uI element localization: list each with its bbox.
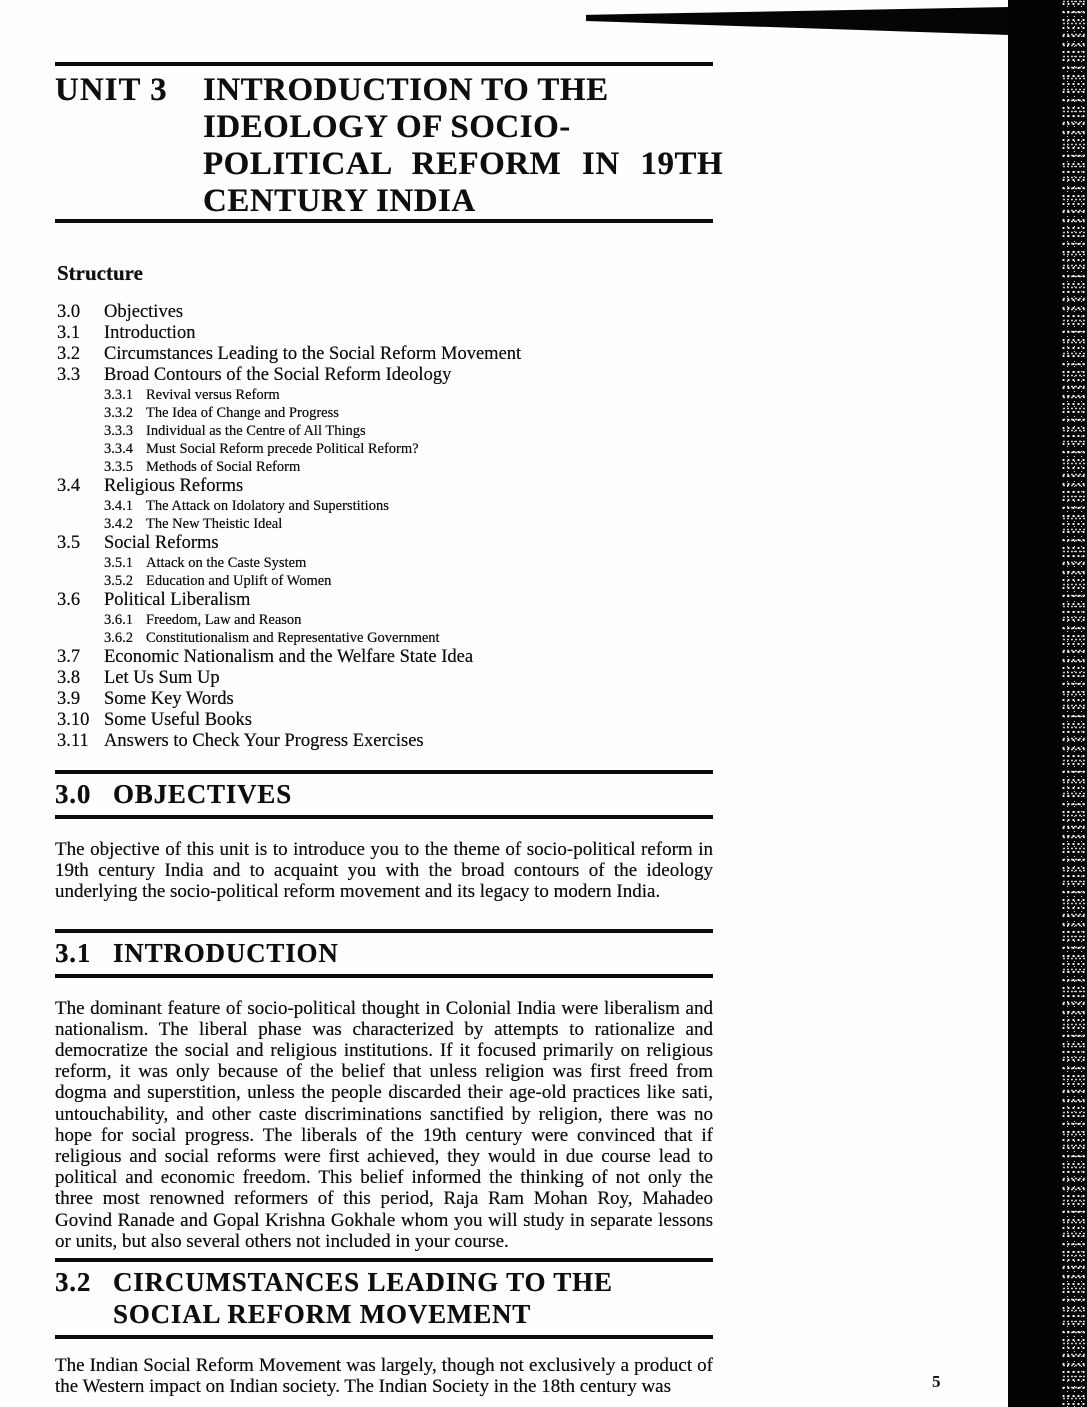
- toc-item-label: Freedom, Law and Reason: [146, 612, 302, 628]
- page-number: 5: [932, 1372, 941, 1391]
- toc-item-number: 3.6.2: [104, 630, 133, 646]
- toc-item-label: Objectives: [104, 302, 184, 322]
- section-heading: [55, 770, 713, 819]
- toc-item-number: 3.3.5: [104, 459, 133, 475]
- toc-item-number: 3.4: [57, 476, 81, 496]
- toc-item-label: Must Social Reform precede Political Reform?: [146, 441, 419, 457]
- toc-subitem: [57, 497, 713, 515]
- toc-item-label: Broad Contours of the Social Reform Ideology: [104, 365, 452, 385]
- toc-subitem: [57, 404, 713, 422]
- toc-subitem: [57, 440, 713, 458]
- toc-item-label: Answers to Check Your Progress Exercises: [104, 731, 424, 751]
- section-title: CIRCUMSTANCES LEADING TO THE SOCIAL REFORM MOVEMENT: [113, 1267, 613, 1330]
- toc-item-label: Constitutionalism and Representative Government: [146, 630, 440, 646]
- toc-item-label: Attack on the Caste System: [146, 555, 307, 571]
- section-heading: [55, 1258, 713, 1339]
- toc-item: [57, 731, 713, 752]
- toc-subitem: [57, 386, 713, 404]
- unit-title-line: INTRODUCTION TO THE: [203, 72, 609, 108]
- toc-item: [57, 710, 713, 731]
- section-heading: [55, 929, 713, 978]
- section-title: OBJECTIVES: [113, 779, 293, 809]
- toc-item: [57, 647, 713, 668]
- section-number: 3.2: [55, 1267, 92, 1298]
- toc-subitem: [57, 554, 713, 572]
- toc-item-label: Some Useful Books: [104, 710, 252, 730]
- toc-subitem: [57, 611, 713, 629]
- section-circumstances: [55, 1258, 713, 1397]
- section-number: 3.1: [55, 937, 92, 968]
- section-paragraph: The dominant feature of socio-political thought in Colonial India were liberalism and nationalism. The liberal phase was characterized by attempts to rationalize and democratize the social and religious institutions. If it focused primarily on religious reform, it was only because of the belief that unless religion was first freed from dogma and superstition, unless the people discarded their age-old practices like sati, untouchability, and other caste discriminations sanctified by religion, there was no hope for social progress. The liberals of the 19th century were convinced that if religious and social reforms were first achieved, they would in due course lead to political and economic freedom. This belief informed the thinking of not only the three most renowned reformers of this period, Raja Ram Mohan Roy, Mahadeo Govind Ranade and Gopal Krishna Gokhale whom you will study in separate lessons or units, but also several others not included in your course.: [55, 997, 713, 1252]
- toc-item-number: 3.11: [57, 731, 89, 751]
- toc-subitem: [57, 572, 713, 590]
- toc-item-label: The Attack on Idolatory and Superstitions: [146, 498, 389, 514]
- structure-heading: Structure: [57, 261, 143, 285]
- toc-item-number: 3.6.1: [104, 612, 133, 628]
- toc-item-label: Individual as the Centre of All Things: [146, 423, 366, 439]
- toc-item-number: 3.6: [57, 590, 81, 610]
- toc-item: [57, 689, 713, 710]
- section-number: 3.0: [55, 779, 92, 809]
- section-introduction: [55, 929, 713, 1252]
- toc-item: [57, 590, 713, 611]
- toc-list: [57, 302, 713, 752]
- toc-item-label: Social Reforms: [104, 533, 219, 553]
- section-paragraph: The objective of this unit is to introduce you to the theme of socio-political reform in 19th century India and to acquaint you with the broad contours of the ideology underlying the socio-political reform movement and its legacy to modern India.: [55, 839, 713, 903]
- toc-item-label: Education and Uplift of Women: [146, 573, 332, 589]
- toc-item-number: 3.2: [57, 344, 81, 364]
- title-row: [55, 66, 724, 219]
- unit-title-line: POLITICAL REFORM IN 19TH: [203, 146, 724, 182]
- toc-item-number: 3.3.1: [104, 387, 133, 403]
- toc-item-label: Economic Nationalism and the Welfare State Idea: [104, 647, 474, 667]
- toc-subitem: [57, 629, 713, 647]
- toc-item-label: The New Theistic Ideal: [146, 516, 283, 532]
- toc-item-number: 3.5: [57, 533, 81, 553]
- toc-item: [57, 365, 713, 386]
- unit-title-line: IDEOLOGY OF SOCIO-: [203, 109, 571, 145]
- toc-item-label: Methods of Social Reform: [146, 459, 301, 475]
- toc-item: [57, 344, 713, 365]
- toc-item: [57, 323, 713, 344]
- toc-item-label: Political Liberalism: [104, 590, 251, 610]
- toc-item-number: 3.3: [57, 365, 81, 385]
- toc-item: [57, 668, 713, 689]
- toc-item-label: The Idea of Change and Progress: [146, 405, 339, 421]
- toc-subitem: [57, 458, 713, 476]
- unit-number: UNIT 3: [55, 72, 168, 108]
- title-bottom-rule: [55, 219, 713, 223]
- toc-item-number: 3.3.4: [104, 441, 133, 457]
- toc-item-number: 3.5.1: [104, 555, 133, 571]
- scan-right-edge-band: [1008, 0, 1087, 1407]
- toc-item-label: Religious Reforms: [104, 476, 244, 496]
- toc-item: [57, 476, 713, 497]
- toc-item-number: 3.3.3: [104, 423, 133, 439]
- toc-subitem: [57, 422, 713, 440]
- toc-item-number: 3.0: [57, 302, 81, 322]
- unit-title-line: CENTURY INDIA: [203, 183, 476, 219]
- toc-item-number: 3.5.2: [104, 573, 133, 589]
- toc-item-label: Let Us Sum Up: [104, 668, 220, 688]
- toc-item-label: Revival versus Reform: [146, 387, 280, 403]
- toc-item-label: Some Key Words: [104, 689, 234, 709]
- toc-item-number: 3.4.2: [104, 516, 133, 532]
- toc-item-number: 3.4.1: [104, 498, 133, 514]
- unit-title: [203, 71, 723, 219]
- toc-item-number: 3.8: [57, 668, 81, 688]
- unit-title-block: [55, 62, 724, 223]
- section-objectives: [55, 770, 713, 903]
- toc-item-number: 3.9: [57, 689, 81, 709]
- toc-item-label: Introduction: [104, 323, 196, 343]
- toc-item-number: 3.3.2: [104, 405, 133, 421]
- toc-item-number: 3.1: [57, 323, 81, 343]
- toc-item: [57, 533, 713, 554]
- toc-item-number: 3.10: [57, 710, 90, 730]
- scan-edge-noise: [1061, 0, 1087, 1407]
- toc-item-label: Circumstances Leading to the Social Reform Movement: [104, 344, 522, 364]
- section-paragraph: The Indian Social Reform Movement was largely, though not exclusively a product of the Western impact on Indian society. The Indian Society in the 18th century was: [55, 1355, 713, 1398]
- toc-item: [57, 302, 713, 323]
- page-content: [55, 0, 724, 1398]
- toc-subitem: [57, 515, 713, 533]
- toc-item-number: 3.7: [57, 647, 81, 667]
- section-title: INTRODUCTION: [113, 937, 339, 968]
